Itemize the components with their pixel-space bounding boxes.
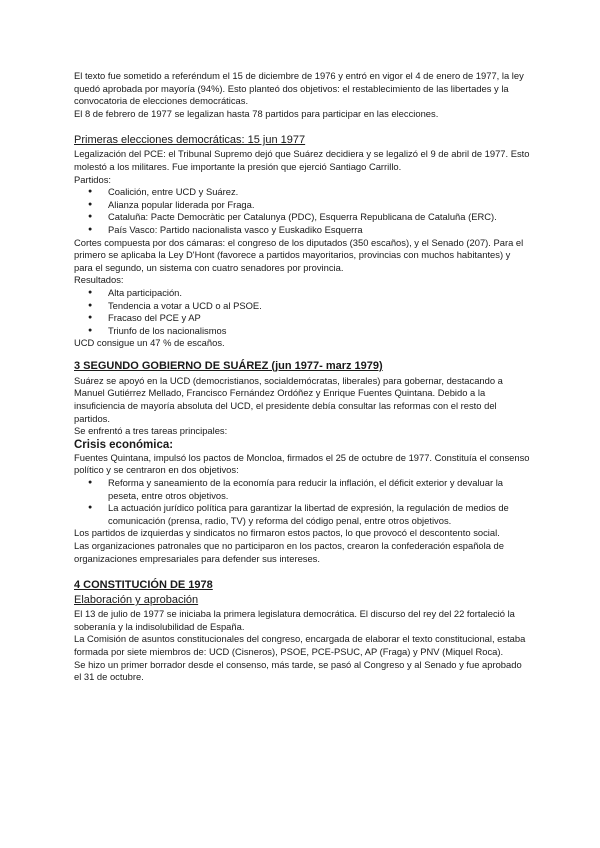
- list-item: ● Triunfo de los nacionalismos: [108, 325, 530, 338]
- results-list: [74, 287, 530, 337]
- constitution-heading: 4 CONSTITUCIÓN DE 1978: [74, 579, 213, 592]
- crisis-paragraph-unions: Los partidos de izquierdas y sindicatos no firmaron estos pactos, lo que provocó el descontento social.: [74, 527, 500, 539]
- intro-paragraph-referendum: El texto fue sometido a referéndum el 15 de diciembre de 1976 y entró en vigor el 4 de enero de 1977, la ley quedó aprobada por mayoría (94%). Esto planteó dos objetivos: el restablecimiento de las libertades y la convocatoria de elecciones democráticas.: [74, 70, 524, 107]
- elections-paragraph-cortes: Cortes compuesta por dos cámaras: el congreso de los diputados (350 escaños), y el Senado (207). Para el primero se aplicaba la Ley D'Hont (favorece a partidos mayoritarios, provincias con muchos habitantes) y para el segundo, un sistema con cuatro senadores por provincia.: [74, 236, 524, 273]
- elections-heading: Primeras elecciones democráticas: 15 jun 1977: [74, 134, 306, 147]
- intro-paragraph-legalization: El 8 de febrero de 1977 se legalizan hasta 78 partidos para participar en las elecciones.: [74, 107, 439, 119]
- second-government-paragraph-tasks: Se enfrentó a tres tareas principales:: [74, 425, 228, 437]
- constitution-subheading: Elaboración y aprobación: [74, 594, 199, 607]
- list-item: ● Reforma y saneamiento de la economía para reducir la inflación, el déficit exterior y devaluar la peseta, entre otros objetivos.: [108, 477, 530, 502]
- list-item: ● Alianza popular liderada por Fraga.: [108, 199, 530, 212]
- list-item: ● País Vasco: Partido nacionalista vasco y Euskadiko Esquerra: [108, 224, 530, 237]
- elections-paragraph-pce: Legalización del PCE: el Tribunal Supremo dejó que Suárez decidiera y se legalizó el 9 de abril de 1977. Esto molestó a los militares. Fue importante la presión que ejerció Santiago Carrillo.: [74, 148, 530, 172]
- crisis-paragraph-employers: Las organizaciones patronales que no participaron en los pactos, crearon la confederación española de organizaciones empresariales para defender sus intereses.: [74, 540, 504, 564]
- list-item: ● Cataluña: Pacte Democràtic per Catalunya (PDC), Esquerra Republicana de Cataluña (ERC).: [108, 211, 530, 224]
- crisis-paragraph-moncloa: Fuentes Quintana, impulsó los pactos de Moncloa, firmados el 25 de octubre de 1977. Constituía el consenso político y se centraron en dos objetivos:: [74, 451, 530, 476]
- results-label: Resultados:: [74, 274, 124, 286]
- second-government-paragraph-ucd: Suárez se apoyó en la UCD (democristianos, socialdemócratas, liberales) para gobernar, destacando a Manuel Gutiérrez Mellado, Francisco Fernández Ordóñez y Enrique Fuentes Quintana. Debido a la insuficiencia de mayoría absoluta del UCD, el presidente debía consultar las reformas con el resto del partidos.: [74, 374, 503, 424]
- list-item: ● Coalición, entre UCD y Suárez.: [108, 186, 530, 199]
- objectives-list: [74, 477, 530, 527]
- constitution-paragraph-draft: Se hizo un primer borrador desde el consenso, más tarde, se pasó al Congreso y al Senado y fue aprobado el 31 de octubre.: [74, 658, 522, 683]
- list-item: ● Alta participación.: [108, 287, 530, 300]
- constitution-paragraph-commission: La Comisión de asuntos constitucionales del congreso, encargada de elaborar el texto constitucional, estaba formada por siete miembros de: UCD (Cisneros), PSOE, PCE-PSUC, AP (Fraga) y PNV (Miquel Roca).: [74, 633, 526, 657]
- elections-paragraph-ucd: UCD consigue un 47 % de escaños.: [74, 337, 225, 349]
- list-item: ● La actuación jurídico política para garantizar la libertad de expresión, la regulación de medios de comunicación (prensa, radio, TV) y reforma del código penal, entre otros objetivos.: [108, 502, 530, 527]
- second-government-heading: 3 SEGUNDO GOBIERNO DE SUÁREZ (jun 1977- marz 1979): [74, 359, 383, 372]
- constitution-paragraph-legislature: El 13 de julio de 1977 se iniciaba la primera legislatura democrática. El discurso del rey del 22 fortaleció la soberanía y la indisolubilidad de España.: [74, 608, 515, 632]
- list-item: ● Fracaso del PCE y AP: [108, 312, 530, 325]
- list-item: ● Tendencia a votar a UCD o al PSOE.: [108, 300, 530, 313]
- parties-label: Partidos:: [74, 173, 111, 185]
- crisis-heading: Crisis económica:: [74, 438, 174, 451]
- parties-list: [74, 186, 530, 236]
